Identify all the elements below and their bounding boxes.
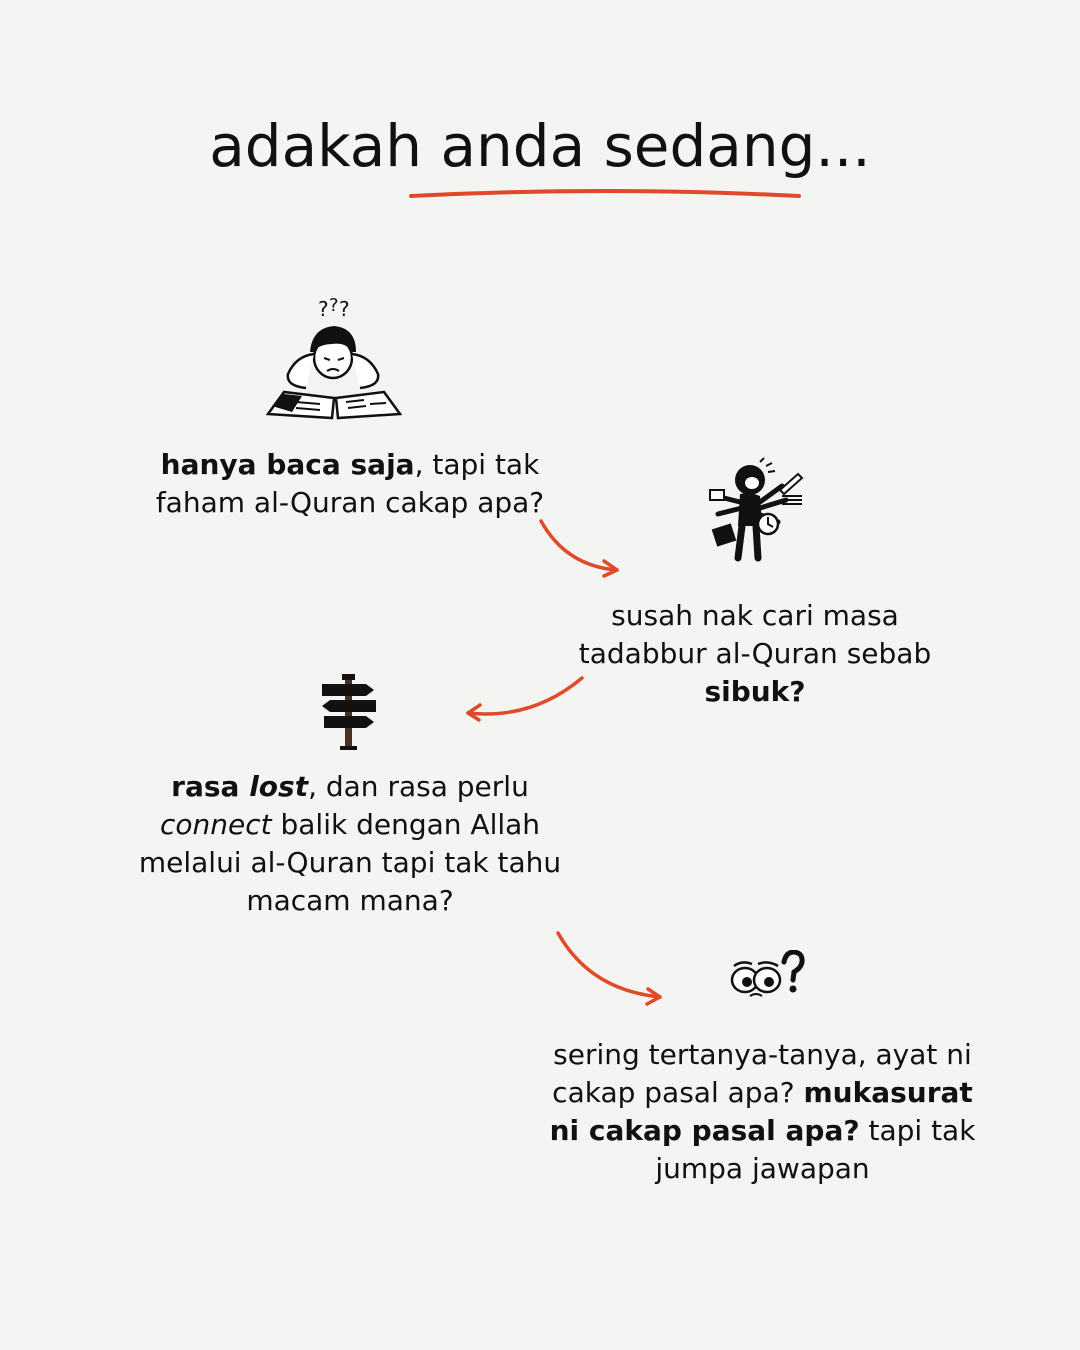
item-3-text-rest: balik dengan Allah melalui al-Quran tapi tak tahu macam mana? bbox=[138, 808, 562, 917]
item-1-bold: hanya baca saja bbox=[160, 448, 415, 481]
item-3-bold: rasa bbox=[171, 770, 250, 803]
arrow-3 bbox=[558, 933, 660, 1004]
arrow-1 bbox=[541, 521, 617, 576]
item-2-text: susah nak cari masa tadabbur al-Quran sebab bbox=[578, 599, 932, 670]
arrow-2 bbox=[468, 678, 582, 720]
item-3-italic: connect bbox=[159, 808, 272, 841]
svg-text:?: ? bbox=[329, 295, 339, 316]
svg-text:?: ? bbox=[318, 297, 329, 321]
item-3-bold-italic: lost bbox=[249, 770, 309, 803]
item-4-text-lead: sering tertanya-tanya, ayat ni cakap pasal apa? bbox=[552, 1038, 972, 1109]
item-1-text: , tapi tak faham al-Quran cakap apa? bbox=[155, 448, 545, 519]
item-2-bold: sibuk? bbox=[704, 675, 806, 708]
item-3-text-mid: , dan rasa perlu bbox=[308, 770, 529, 803]
svg-text:?: ? bbox=[339, 297, 350, 321]
page-title: adakah anda sedang... bbox=[209, 112, 871, 180]
item-4-text-rest: tapi tak jumpa jawapan bbox=[655, 1114, 976, 1185]
item-4-bold: mukasurat ni cakap pasal apa? bbox=[549, 1076, 973, 1147]
